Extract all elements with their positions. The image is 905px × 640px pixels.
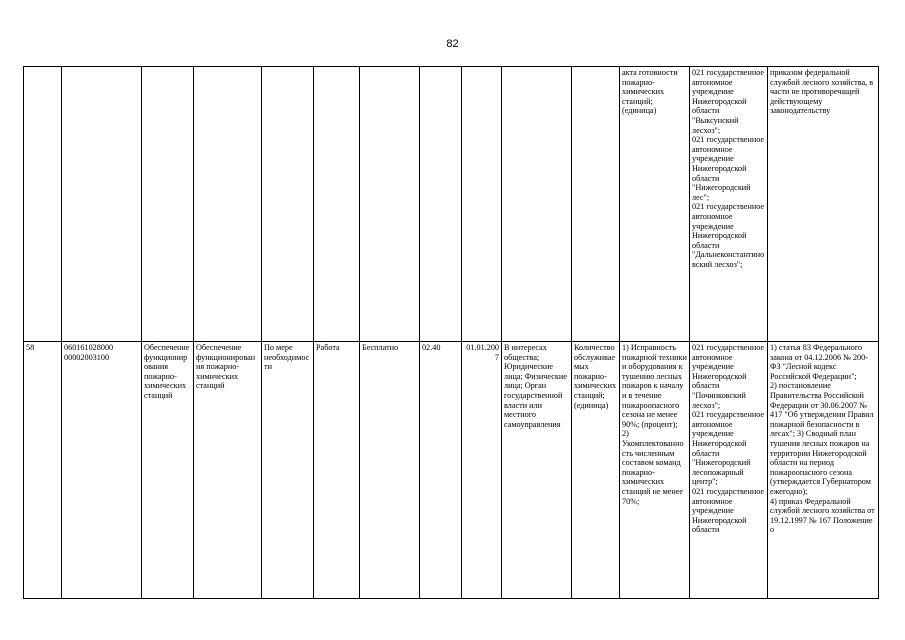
payment-cell: Бесплатно [360,342,420,599]
table-row [24,342,879,599]
payment-cell [360,67,420,342]
row-number-cell [24,67,62,342]
volume-indicator-cell [572,67,620,342]
type-cell: Работа [314,342,360,599]
consumers-cell [502,67,572,342]
table-row [24,67,879,342]
service-name-cell [142,67,194,342]
quality-indicator-cell: акта готовности пожарно-химических станций; (единица) [620,67,690,342]
page-number: 82 [446,38,459,50]
volume-indicator-cell: Количество обслуживаемых пожарно-химических станций; (единица) [572,342,620,599]
service-content-cell: Обеспечение функционирования пожарно-химических станций [194,342,262,599]
service-content-cell [194,67,262,342]
institutions-cell: 021 государственное автономное учреждение Нижегородской области "Выксунский лесхоз"; 021 государственное автономное учреждение Нижегородской области "Нижегородский лес"; 021 государственное автономное учреждение Нижегородской области "Дальнеконстантиновский лесхоз"; [690,67,768,342]
registry-code-cell: 060161028000 00002003100 [62,342,142,599]
service-name-cell: Обеспечение функционирования пожарно-химических станций [142,342,194,599]
legal-basis-cell: приказом федеральной службой лесного хозяйства, в части не противоречащей действующему законодательству [768,67,879,342]
condition-cell: По мере необходимости [262,342,314,599]
date-cell [462,67,502,342]
institutions-cell: 021 государственное автономное учреждение Нижегородской области "Починковский лесхоз"; 021 государственное автономное учреждение Нижегородской области "Нижегородский лесопожарный центр"; 021 государственное автономное учреждение Нижегородской области [690,342,768,599]
row-number-cell: 58 [24,342,62,599]
consumers-cell: В интересах общества; Юридические лица; Физические лица; Орган государственной власти или местного самоуправления [502,342,572,599]
type-cell [314,67,360,342]
okved-cell: 02.40 [420,342,462,599]
services-registry-table [23,66,879,599]
legal-basis-cell: 1) статья 83 Федерального закона от 04.12.2006 № 200-ФЗ "Лесной кодекс Российской Федерации"; 2) постановление Правительства Российской Федерации от 30.06.2007 № 417 "Об утверждении Правил пожарной безопасности в лесах"; 3) Сводный план тушения лесных пожаров на территории Нижегородской области на период пожароопасного сезона (утверждается Губернатором ежегодно); 4) приказ Федеральной службой лесного хозяйства от 19.12.1997 № 167 Положение о [768,342,879,599]
condition-cell [262,67,314,342]
date-cell: 01.01.2007 [462,342,502,599]
registry-code-cell [62,67,142,342]
quality-indicator-cell: 1) Исправность пожарной техники и оборудования к тушению лесных пожаров к началу и в течение пожароопасного сезона не менее 90%; (процент); 2) Укомплектованность численным составом команд пожарно-химических станций не менее 70%; [620,342,690,599]
okved-cell [420,67,462,342]
